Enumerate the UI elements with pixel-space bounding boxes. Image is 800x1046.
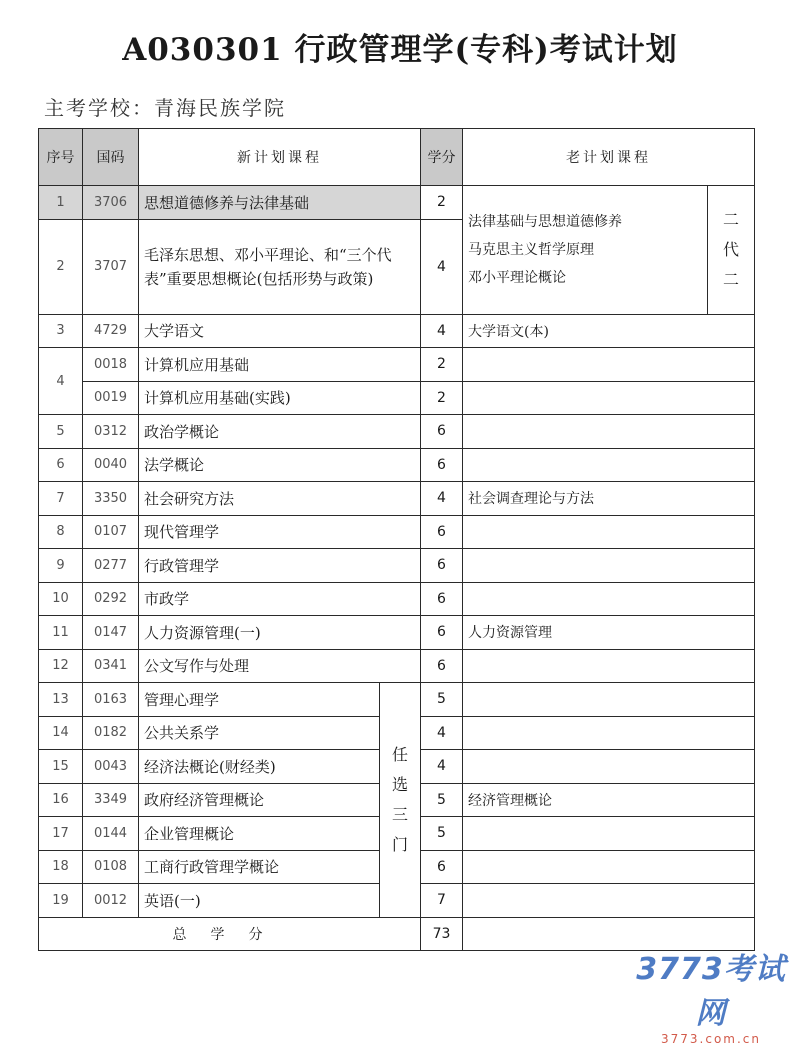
row-old-course [463, 415, 755, 449]
row-seq: 2 [39, 219, 83, 314]
side-note-char: 二 [722, 209, 739, 229]
row-credit: 5 [421, 683, 463, 717]
table-row [39, 649, 755, 683]
row-seq: 7 [39, 482, 83, 516]
row-credit: 6 [421, 582, 463, 616]
table-row [39, 314, 755, 348]
row-old-course [463, 448, 755, 482]
row-credit: 5 [421, 783, 463, 817]
row-seq: 12 [39, 649, 83, 683]
table-row [39, 683, 755, 717]
row-old-course [463, 750, 755, 784]
row-course: 政治学概论 [139, 415, 421, 449]
elective-char: 三 [391, 804, 408, 824]
row-old-course [463, 582, 755, 616]
row-code: 0144 [83, 817, 139, 851]
row-course: 毛泽东思想、邓小平理论、和“三个代表”重要思想概论(包括形势与政策) [139, 219, 421, 314]
row-code: 3707 [83, 219, 139, 314]
old-course-group [463, 186, 708, 315]
row-course: 公共关系学 [139, 716, 380, 750]
row-seq: 14 [39, 716, 83, 750]
row-seq: 17 [39, 817, 83, 851]
watermark-url: 3773.com.cn [661, 1032, 761, 1046]
elective-char: 门 [391, 834, 408, 854]
side-note-char: 二 [722, 269, 739, 289]
row-seq: 8 [39, 515, 83, 549]
row-code: 0182 [83, 716, 139, 750]
row-seq: 16 [39, 783, 83, 817]
row-credit: 4 [421, 716, 463, 750]
page-title: A030301 行政管理学(专科)考试计划 [122, 32, 678, 68]
row-course: 公文写作与处理 [139, 649, 421, 683]
row-code: 0018 [83, 348, 139, 382]
row-old-course: 社会调查理论与方法 [463, 482, 755, 516]
school-label: 主考学校：青海民族学院 [44, 96, 286, 120]
row-old-course [463, 348, 755, 382]
row-course: 工商行政管理学概论 [139, 850, 380, 884]
row-code: 0043 [83, 750, 139, 784]
table-row [39, 448, 755, 482]
row-old-course [463, 884, 755, 918]
row-old-course: 经济管理概论 [463, 783, 755, 817]
header-old-course: 老计划课程 [463, 129, 755, 186]
row-course: 社会研究方法 [139, 482, 421, 516]
elective-char: 任 [391, 744, 408, 764]
table-row [39, 616, 755, 650]
row-code: 0341 [83, 649, 139, 683]
table-header-row [39, 129, 755, 186]
row-credit: 6 [421, 549, 463, 583]
row-course: 政府经济管理概论 [139, 783, 380, 817]
row-code: 0107 [83, 515, 139, 549]
header-new-course: 新计划课程 [139, 129, 421, 186]
row-old-course: 人力资源管理 [463, 616, 755, 650]
row-old-course [463, 549, 755, 583]
row-course: 计算机应用基础(实践) [139, 381, 421, 415]
row-code: 4729 [83, 314, 139, 348]
row-seq: 10 [39, 582, 83, 616]
exam-plan-table [38, 128, 755, 951]
row-course: 大学语文 [139, 314, 421, 348]
row-code: 0163 [83, 683, 139, 717]
row-code: 0108 [83, 850, 139, 884]
row-code: 0147 [83, 616, 139, 650]
row-seq: 15 [39, 750, 83, 784]
row-credit: 6 [421, 850, 463, 884]
table-row [39, 549, 755, 583]
table-row [39, 582, 755, 616]
row-seq: 1 [39, 186, 83, 220]
row-seq: 5 [39, 415, 83, 449]
row-credit: 2 [421, 381, 463, 415]
row-code: 0040 [83, 448, 139, 482]
header-seq: 序号 [39, 129, 83, 186]
total-label: 总学分 [39, 917, 421, 951]
table-row [39, 415, 755, 449]
row-course: 思想道德修养与法律基础 [139, 186, 421, 220]
row-credit: 6 [421, 515, 463, 549]
row-credit: 6 [421, 415, 463, 449]
row-course: 经济法概论(财经类) [139, 750, 380, 784]
row-seq: 11 [39, 616, 83, 650]
row-credit: 4 [421, 482, 463, 516]
row-old-course [463, 649, 755, 683]
row-code: 3706 [83, 186, 139, 220]
total-credit: 73 [421, 917, 463, 951]
row-seq: 18 [39, 850, 83, 884]
watermark-logo [626, 944, 796, 1046]
row-old-course [463, 515, 755, 549]
row-course: 企业管理概论 [139, 817, 380, 851]
header-code: 国码 [83, 129, 139, 186]
row-old-course [463, 381, 755, 415]
side-note-char: 代 [722, 239, 739, 259]
row-credit: 7 [421, 884, 463, 918]
row-seq: 6 [39, 448, 83, 482]
row-course: 市政学 [139, 582, 421, 616]
old-course-side-note [708, 186, 755, 315]
row-credit: 4 [421, 750, 463, 784]
row-credit: 4 [421, 314, 463, 348]
elective-char: 选 [391, 774, 408, 794]
row-course: 人力资源管理(一) [139, 616, 421, 650]
row-credit: 4 [421, 219, 463, 314]
row-credit: 6 [421, 616, 463, 650]
row-credit: 2 [421, 186, 463, 220]
row-code: 3349 [83, 783, 139, 817]
row-seq: 19 [39, 884, 83, 918]
table-row [39, 381, 755, 415]
old-course-line: 法律基础与思想道德修养 [468, 213, 622, 230]
row-seq: 4 [39, 348, 83, 415]
table-row [39, 186, 755, 220]
row-code: 0019 [83, 381, 139, 415]
row-old-course [463, 817, 755, 851]
table-row [39, 348, 755, 382]
row-code: 0277 [83, 549, 139, 583]
row-seq: 9 [39, 549, 83, 583]
row-course: 现代管理学 [139, 515, 421, 549]
row-code: 0292 [83, 582, 139, 616]
row-old-course [463, 850, 755, 884]
elective-note [380, 683, 421, 918]
row-seq: 3 [39, 314, 83, 348]
row-old-course [463, 716, 755, 750]
row-seq: 13 [39, 683, 83, 717]
row-course: 管理心理学 [139, 683, 380, 717]
header-credit: 学分 [421, 129, 463, 186]
row-credit: 6 [421, 649, 463, 683]
row-course: 行政管理学 [139, 549, 421, 583]
row-old-course [463, 683, 755, 717]
row-course: 法学概论 [139, 448, 421, 482]
row-course: 英语(一) [139, 884, 380, 918]
old-course-line: 邓小平理论概论 [468, 269, 566, 286]
row-course: 计算机应用基础 [139, 348, 421, 382]
old-course-line: 马克思主义哲学原理 [468, 241, 594, 258]
row-credit: 6 [421, 448, 463, 482]
table-row [39, 515, 755, 549]
watermark-text: 3773考试网 [636, 952, 786, 1031]
row-credit: 5 [421, 817, 463, 851]
row-code: 0012 [83, 884, 139, 918]
row-old-course: 大学语文(本) [463, 314, 755, 348]
row-credit: 2 [421, 348, 463, 382]
row-code: 0312 [83, 415, 139, 449]
row-code: 3350 [83, 482, 139, 516]
table-row [39, 482, 755, 516]
